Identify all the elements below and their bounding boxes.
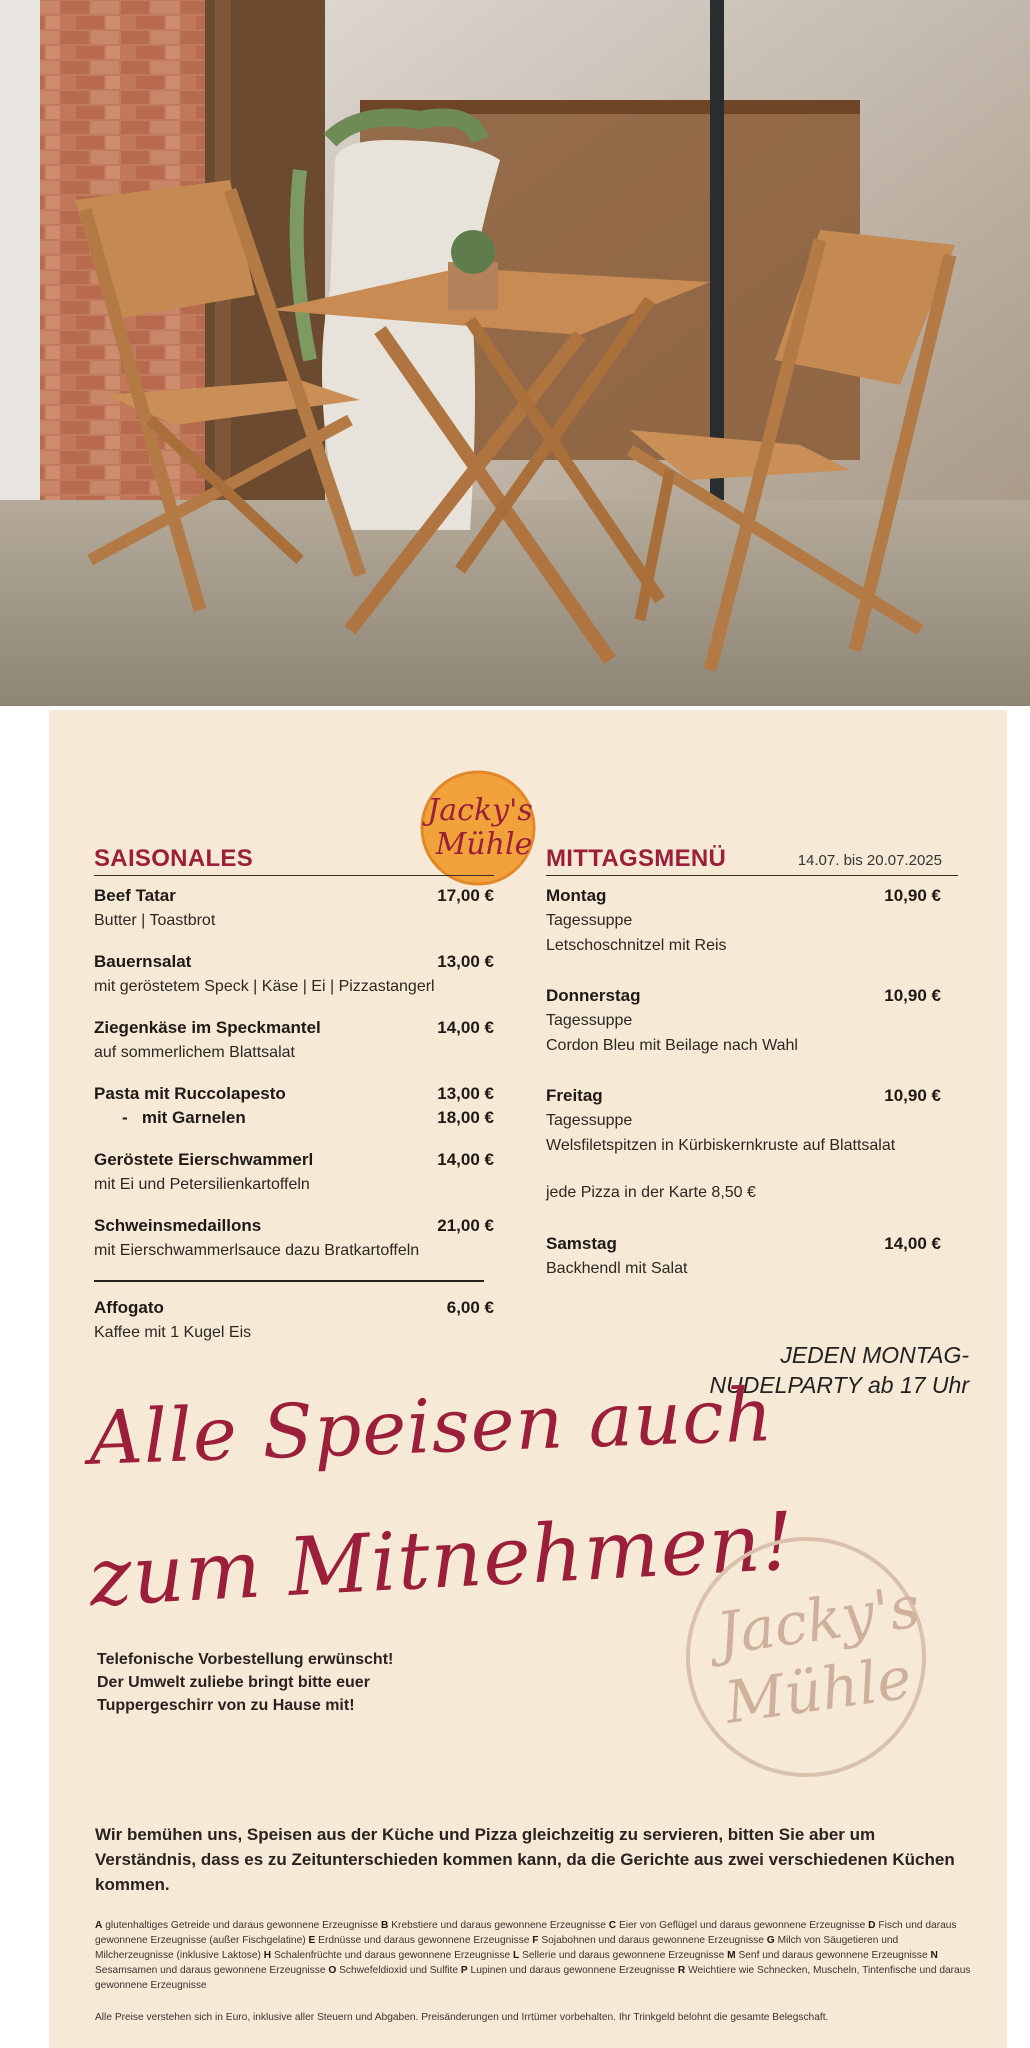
menu-item — [94, 1016, 494, 1065]
allergen-entry: A glutenhaltiges Getreide und daraus gewonnene Erzeugnisse — [95, 1920, 379, 1931]
allergen-entry: H Schalenfrüchte und daraus gewonnene Erzeugnisse — [263, 1950, 511, 1961]
day-name: Freitag — [546, 1086, 603, 1105]
allergen-entry: R Weichtiere wie Schnecken, Muscheln, Tintenfische und daraus gewonnene Erzeugnisse — [95, 1965, 971, 1991]
promo-line: NUDELPARTY ab 17 Uhr — [709, 1372, 969, 1398]
item-name: Schweinsmedaillons — [94, 1216, 262, 1235]
lunch-day — [546, 884, 941, 958]
menu-item — [94, 950, 494, 999]
svg-text:Jacky's: Jacky's — [712, 1572, 924, 1669]
item-name: Beef Tatar — [94, 886, 176, 905]
svg-text:Mühle: Mühle — [435, 827, 533, 862]
menu-item — [94, 1214, 494, 1263]
saisonales-section — [94, 844, 494, 1341]
day-price: 14,00 € — [884, 1234, 941, 1253]
item-price: 13,00 € — [437, 952, 494, 971]
takeaway-headline-line-2: zum Mitnehmen! — [87, 1494, 797, 1625]
day-price: 10,90 € — [884, 1086, 941, 1105]
saisonales-title: SAISONALES — [94, 845, 254, 872]
terrace-photo — [0, 0, 1030, 706]
item-desc: mit Eierschwammerlsauce dazu Bratkartoffeln — [94, 1242, 420, 1259]
allergen-entry: L Sellerie und daraus gewonnene Erzeugnisse — [512, 1950, 725, 1961]
mittagsmenu-section — [546, 844, 958, 1277]
menu-item — [94, 1296, 494, 1345]
allergen-entry: P Lupinen und daraus gewonnene Erzeugnisse — [460, 1965, 676, 1976]
allergen-entry: D Fisch und daraus gewonnene Erzeugnisse (außer Fischgelatine) — [95, 1920, 957, 1946]
item-name: Pasta mit Ruccolapesto — [94, 1084, 286, 1103]
day-name: Samstag — [546, 1234, 617, 1253]
section-divider — [94, 875, 494, 876]
variant-price: 18,00 € — [437, 1108, 494, 1127]
item-desc: mit Ei und Petersilienkartoffeln — [94, 1176, 310, 1193]
svg-text:Jacky's: Jacky's — [427, 793, 533, 828]
mittagsmenu-title: MITTAGSMENÜ — [546, 845, 727, 872]
allergen-entry: F Sojabohnen und daraus gewonnene Erzeugnisse — [532, 1935, 764, 1946]
terrace-photo-illustration — [0, 0, 1030, 706]
item-price: 14,00 € — [437, 1150, 494, 1169]
allergen-entry: C Eier von Geflügel und daraus gewonnene Erzeugnisse — [608, 1920, 866, 1931]
item-name: Geröstete Eierschwammerl — [94, 1150, 314, 1169]
allergen-legend — [95, 1918, 975, 1993]
takeaway-line: Telefonische Vorbestellung erwünscht! — [97, 1651, 394, 1668]
item-price: 13,00 € — [437, 1084, 494, 1103]
item-variant — [94, 1106, 494, 1130]
lunch-day — [546, 984, 941, 1058]
svg-text:Mühle: Mühle — [720, 1643, 916, 1737]
day-line: Tagessuppe — [546, 1112, 633, 1129]
day-name: Donnerstag — [546, 986, 641, 1005]
day-price: 10,90 € — [884, 886, 941, 905]
section-divider — [546, 875, 958, 876]
price-footer: Alle Preise verstehen sich in Euro, inklusive aller Steuern und Abgaben. Preisänderungen und Irrtümer vorbehalten. Ihr Trinkgeld belohnt die gesamte Belegschaft. — [95, 2012, 829, 2023]
takeaway-headline-line-1: Alle Speisen auch — [87, 1372, 775, 1482]
item-price: 17,00 € — [437, 886, 494, 905]
pizza-note: jede Pizza in der Karte 8,50 € — [546, 1184, 756, 1201]
item-desc: auf sommerlichem Blattsalat — [94, 1044, 295, 1061]
dessert-divider — [94, 1280, 484, 1282]
item-desc: Butter | Toastbrot — [94, 912, 216, 929]
day-line: Backhendl mit Salat — [546, 1260, 688, 1277]
menu-item — [94, 1082, 494, 1130]
allergen-entry: N Sesamsamen und daraus gewonnene Erzeugnisse — [95, 1950, 938, 1976]
day-line: Cordon Bleu mit Beilage nach Wahl — [546, 1037, 798, 1054]
day-line: Tagessuppe — [546, 912, 633, 929]
menu-item — [94, 884, 494, 933]
item-price: 21,00 € — [437, 1216, 494, 1235]
item-price: 6,00 € — [446, 1298, 494, 1317]
item-name: Affogato — [94, 1298, 164, 1317]
service-notice: Wir bemühen uns, Speisen aus der Küche und Pizza gleichzeitig zu servieren, bitten Sie aber um Verständnis, dass es zu Zeitunterschieden kommen kann, da die Gerichte aus zwei verschiedenen Küchen kommen. — [95, 1825, 955, 1894]
day-price: 10,90 € — [884, 986, 941, 1005]
day-name: Montag — [546, 886, 607, 905]
menu-item — [94, 1148, 494, 1197]
lunch-day — [546, 1084, 941, 1158]
item-desc: mit geröstetem Speck | Käse | Ei | Pizzastangerl — [94, 978, 435, 995]
variant-name: - mit Garnelen — [122, 1108, 246, 1127]
promo-line: JEDEN MONTAG- — [780, 1342, 969, 1368]
item-desc: Kaffee mit 1 Kugel Eis — [94, 1324, 252, 1341]
day-line: Tagessuppe — [546, 1012, 633, 1029]
item-name: Bauernsalat — [94, 952, 192, 971]
date-range: 14.07. bis 20.07.2025 — [797, 852, 942, 869]
allergen-entry: M Senf und daraus gewonnene Erzeugnisse — [727, 1950, 928, 1961]
item-name: Ziegenkäse im Speckmantel — [94, 1018, 321, 1037]
allergen-entry: O Schwefeldioxid und Sulfite — [328, 1965, 459, 1976]
jackys-muehle-watermark-logo — [671, 1522, 941, 1792]
menu-card — [49, 710, 1007, 2048]
allergen-entry: B Krebstiere und daraus gewonnene Erzeugnisse — [381, 1920, 606, 1931]
allergen-entry: E Erdnüsse und daraus gewonnene Erzeugnisse — [308, 1935, 530, 1946]
lunch-day — [546, 1232, 941, 1281]
takeaway-note — [97, 1648, 497, 1717]
item-price: 14,00 € — [437, 1018, 494, 1037]
takeaway-line: Der Umwelt zuliebe bringt bitte euer — [97, 1674, 370, 1691]
takeaway-line: Tuppergeschirr von zu Hause mit! — [97, 1697, 355, 1714]
day-line: Welsfiletspitzen in Kürbiskernkruste auf Blattsalat — [546, 1137, 896, 1154]
day-line: Letschoschnitzel mit Reis — [546, 937, 727, 954]
allergen-entry: G Milch von Säugetieren und Milcherzeugnisse (inklusive Laktose) — [95, 1935, 899, 1961]
